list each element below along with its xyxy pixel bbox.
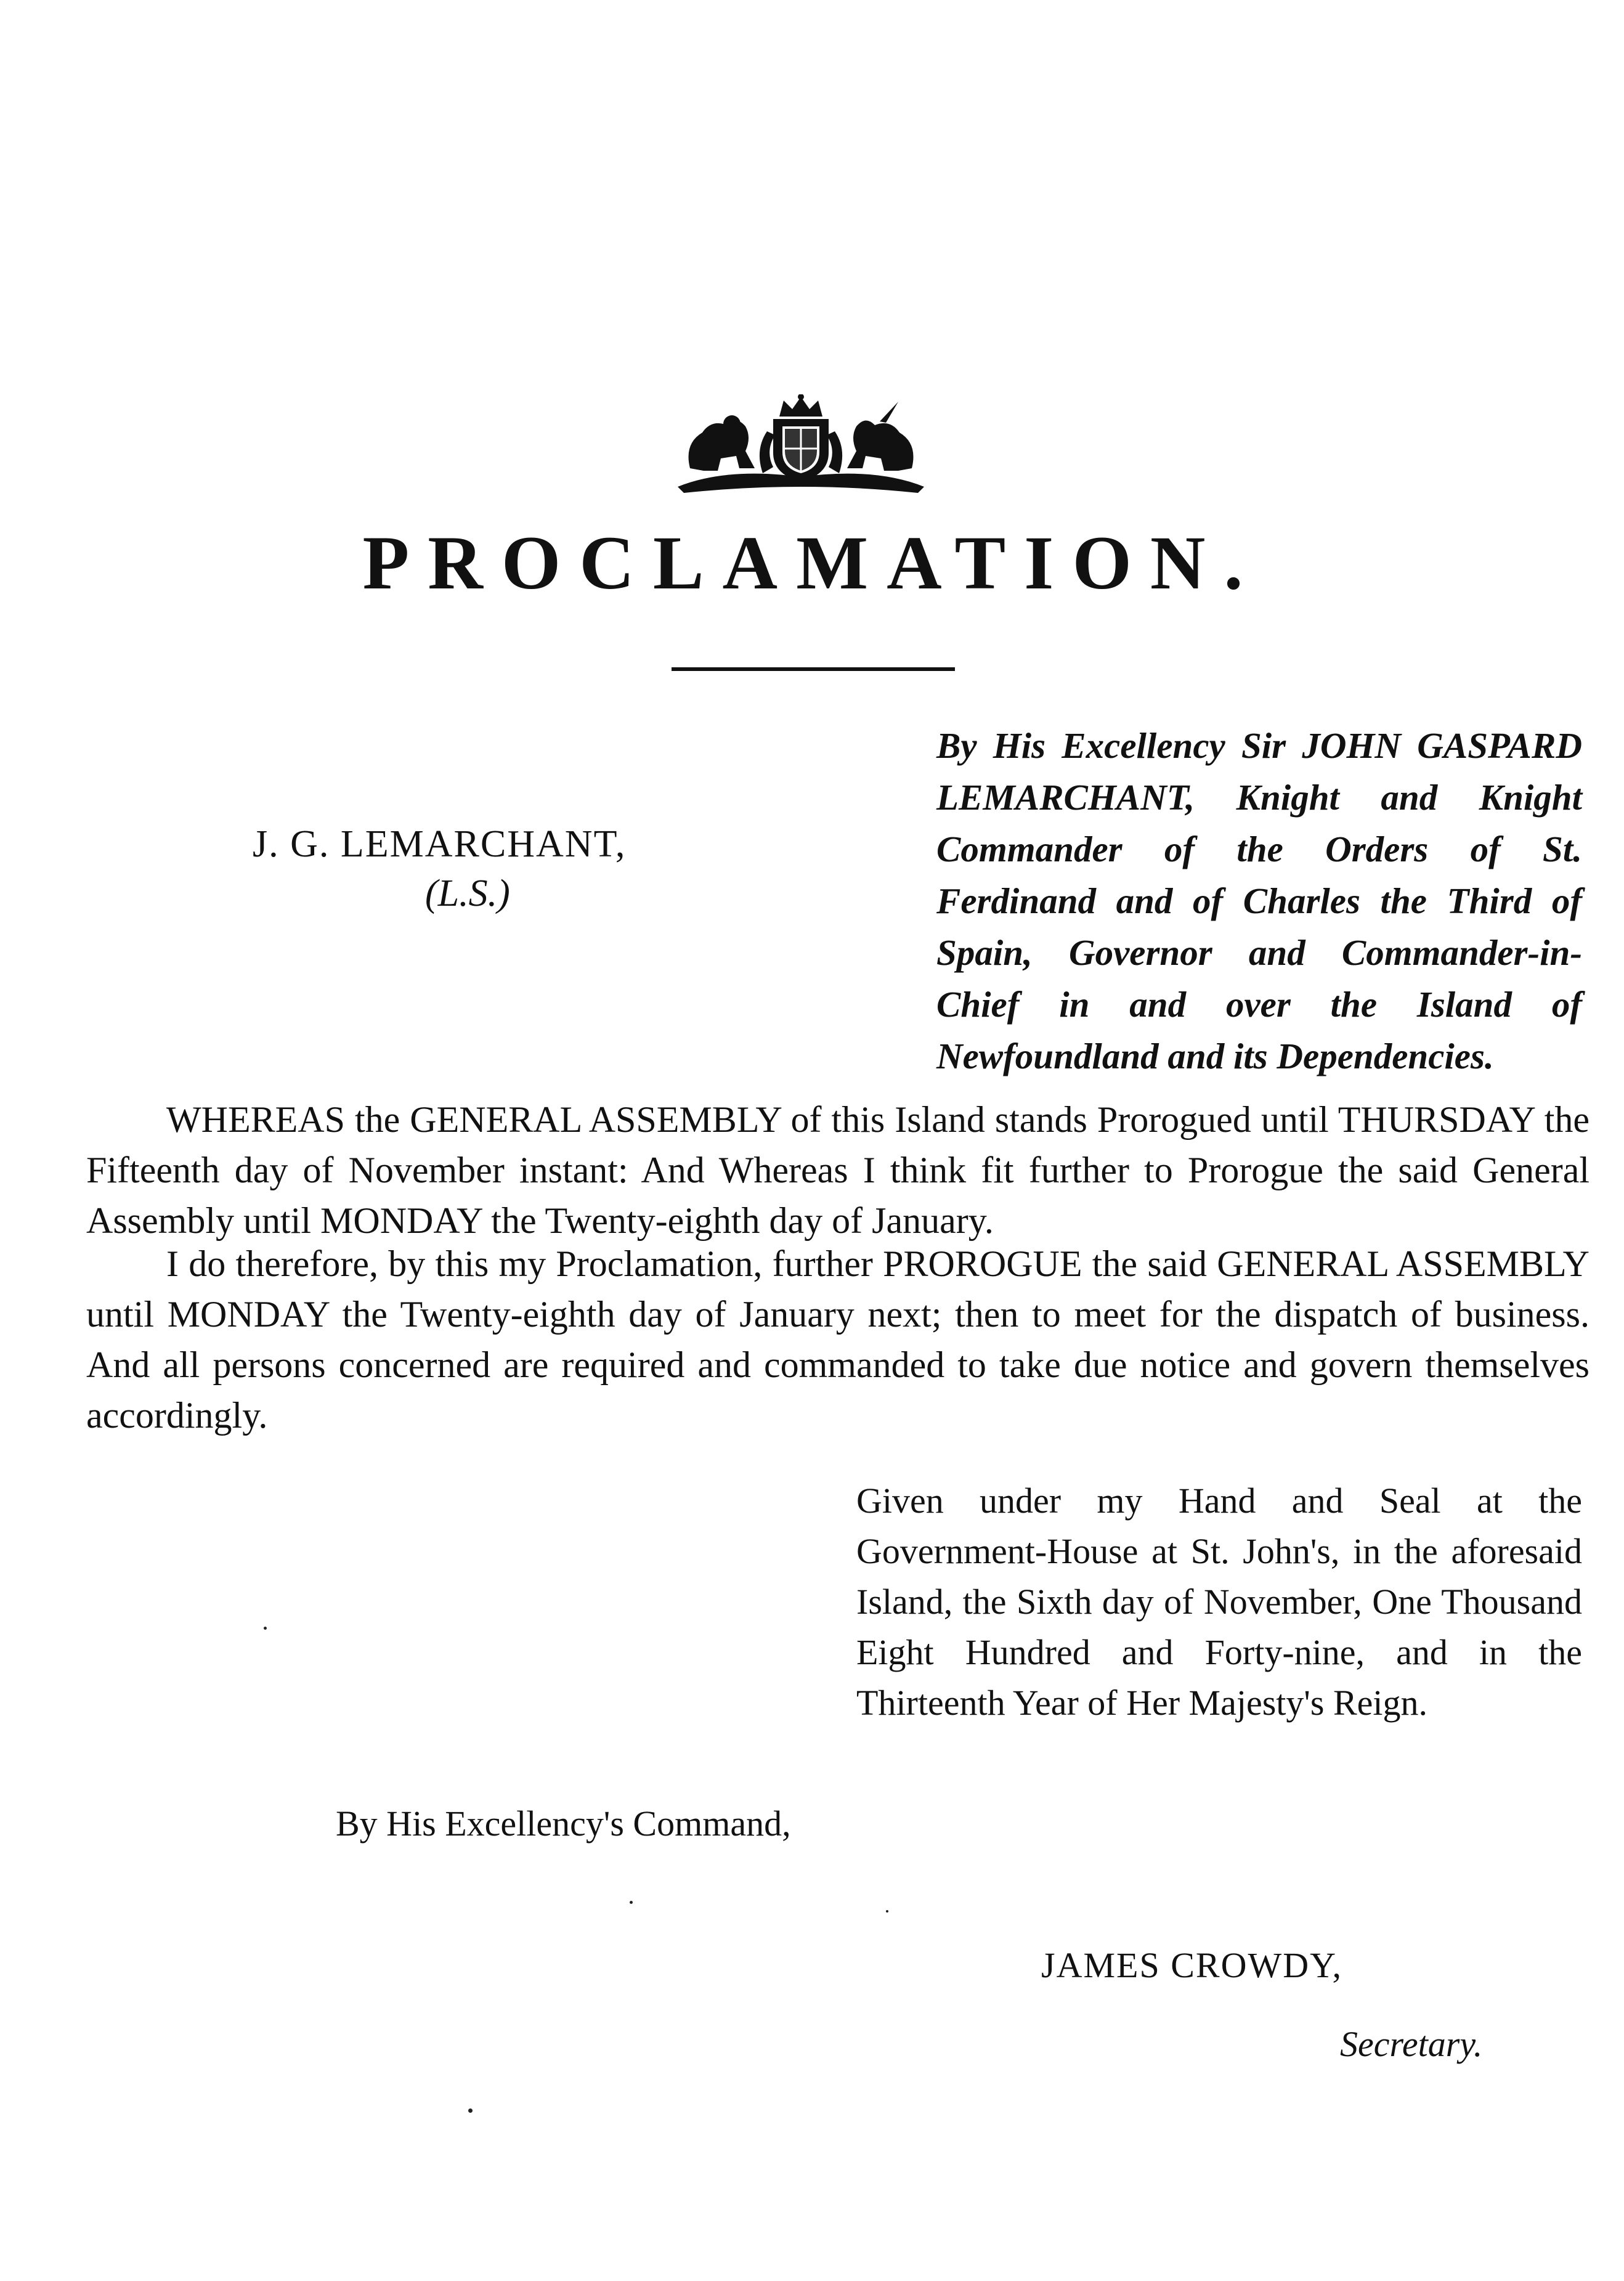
- governor-byline: By His Excellency Sir JOHN GASPARD LEMARCHANT, Knight and Knight Commander of the Orders of St. Ferdinand and of Charles the Third of Spain, Governor and Commander-in-Chief in and over the Island of Newfoundland and its Dependencies.: [936, 725, 1582, 1076]
- royal-arms-icon: [653, 394, 949, 493]
- page-title: PROCLAMATION.: [362, 521, 1262, 605]
- given-under-seal: Given under my Hand and Seal at the Government-House at St. John's, in the aforesaid Island, the Sixth day of November, One Thousand Eight Hundred and Forty-nine, and in the Thirteenth Year of Her Majesty's Reign.: [856, 1481, 1582, 1723]
- signer-seal: (L.S.): [425, 872, 510, 914]
- whereas-paragraph: WHEREAS the GENERAL ASSEMBLY of this Island stands Prorogued until THURSDAY the Fifteenth day of November instant: And Whereas I think fit further to Prorogue the said General Assembly until MONDAY the Twenty-eighth day of January.: [86, 1099, 1589, 1241]
- title-divider: [672, 667, 955, 671]
- print-speck: [264, 1627, 267, 1630]
- prorogue-paragraph: I do therefore, by this my Proclamation, further PROROGUE the said GENERAL ASSEMBLY until MONDAY the Twenty-eighth day of January next; then to meet for the dispatch of business. And all persons concerned are required and commanded to take due notice and govern themselves accordingly.: [86, 1243, 1589, 1436]
- command-line: By His Excellency's Command,: [336, 1803, 791, 1844]
- signer-block: [253, 819, 807, 918]
- print-speck: [468, 2108, 473, 2113]
- secretary-title: Secretary.: [1340, 2024, 1483, 2064]
- signer-name: J. G. LEMARCHANT,: [253, 823, 627, 865]
- print-speck: [886, 1910, 888, 1913]
- print-speck: [630, 1901, 633, 1904]
- secretary-name: JAMES CROWDY,: [1041, 1945, 1343, 1985]
